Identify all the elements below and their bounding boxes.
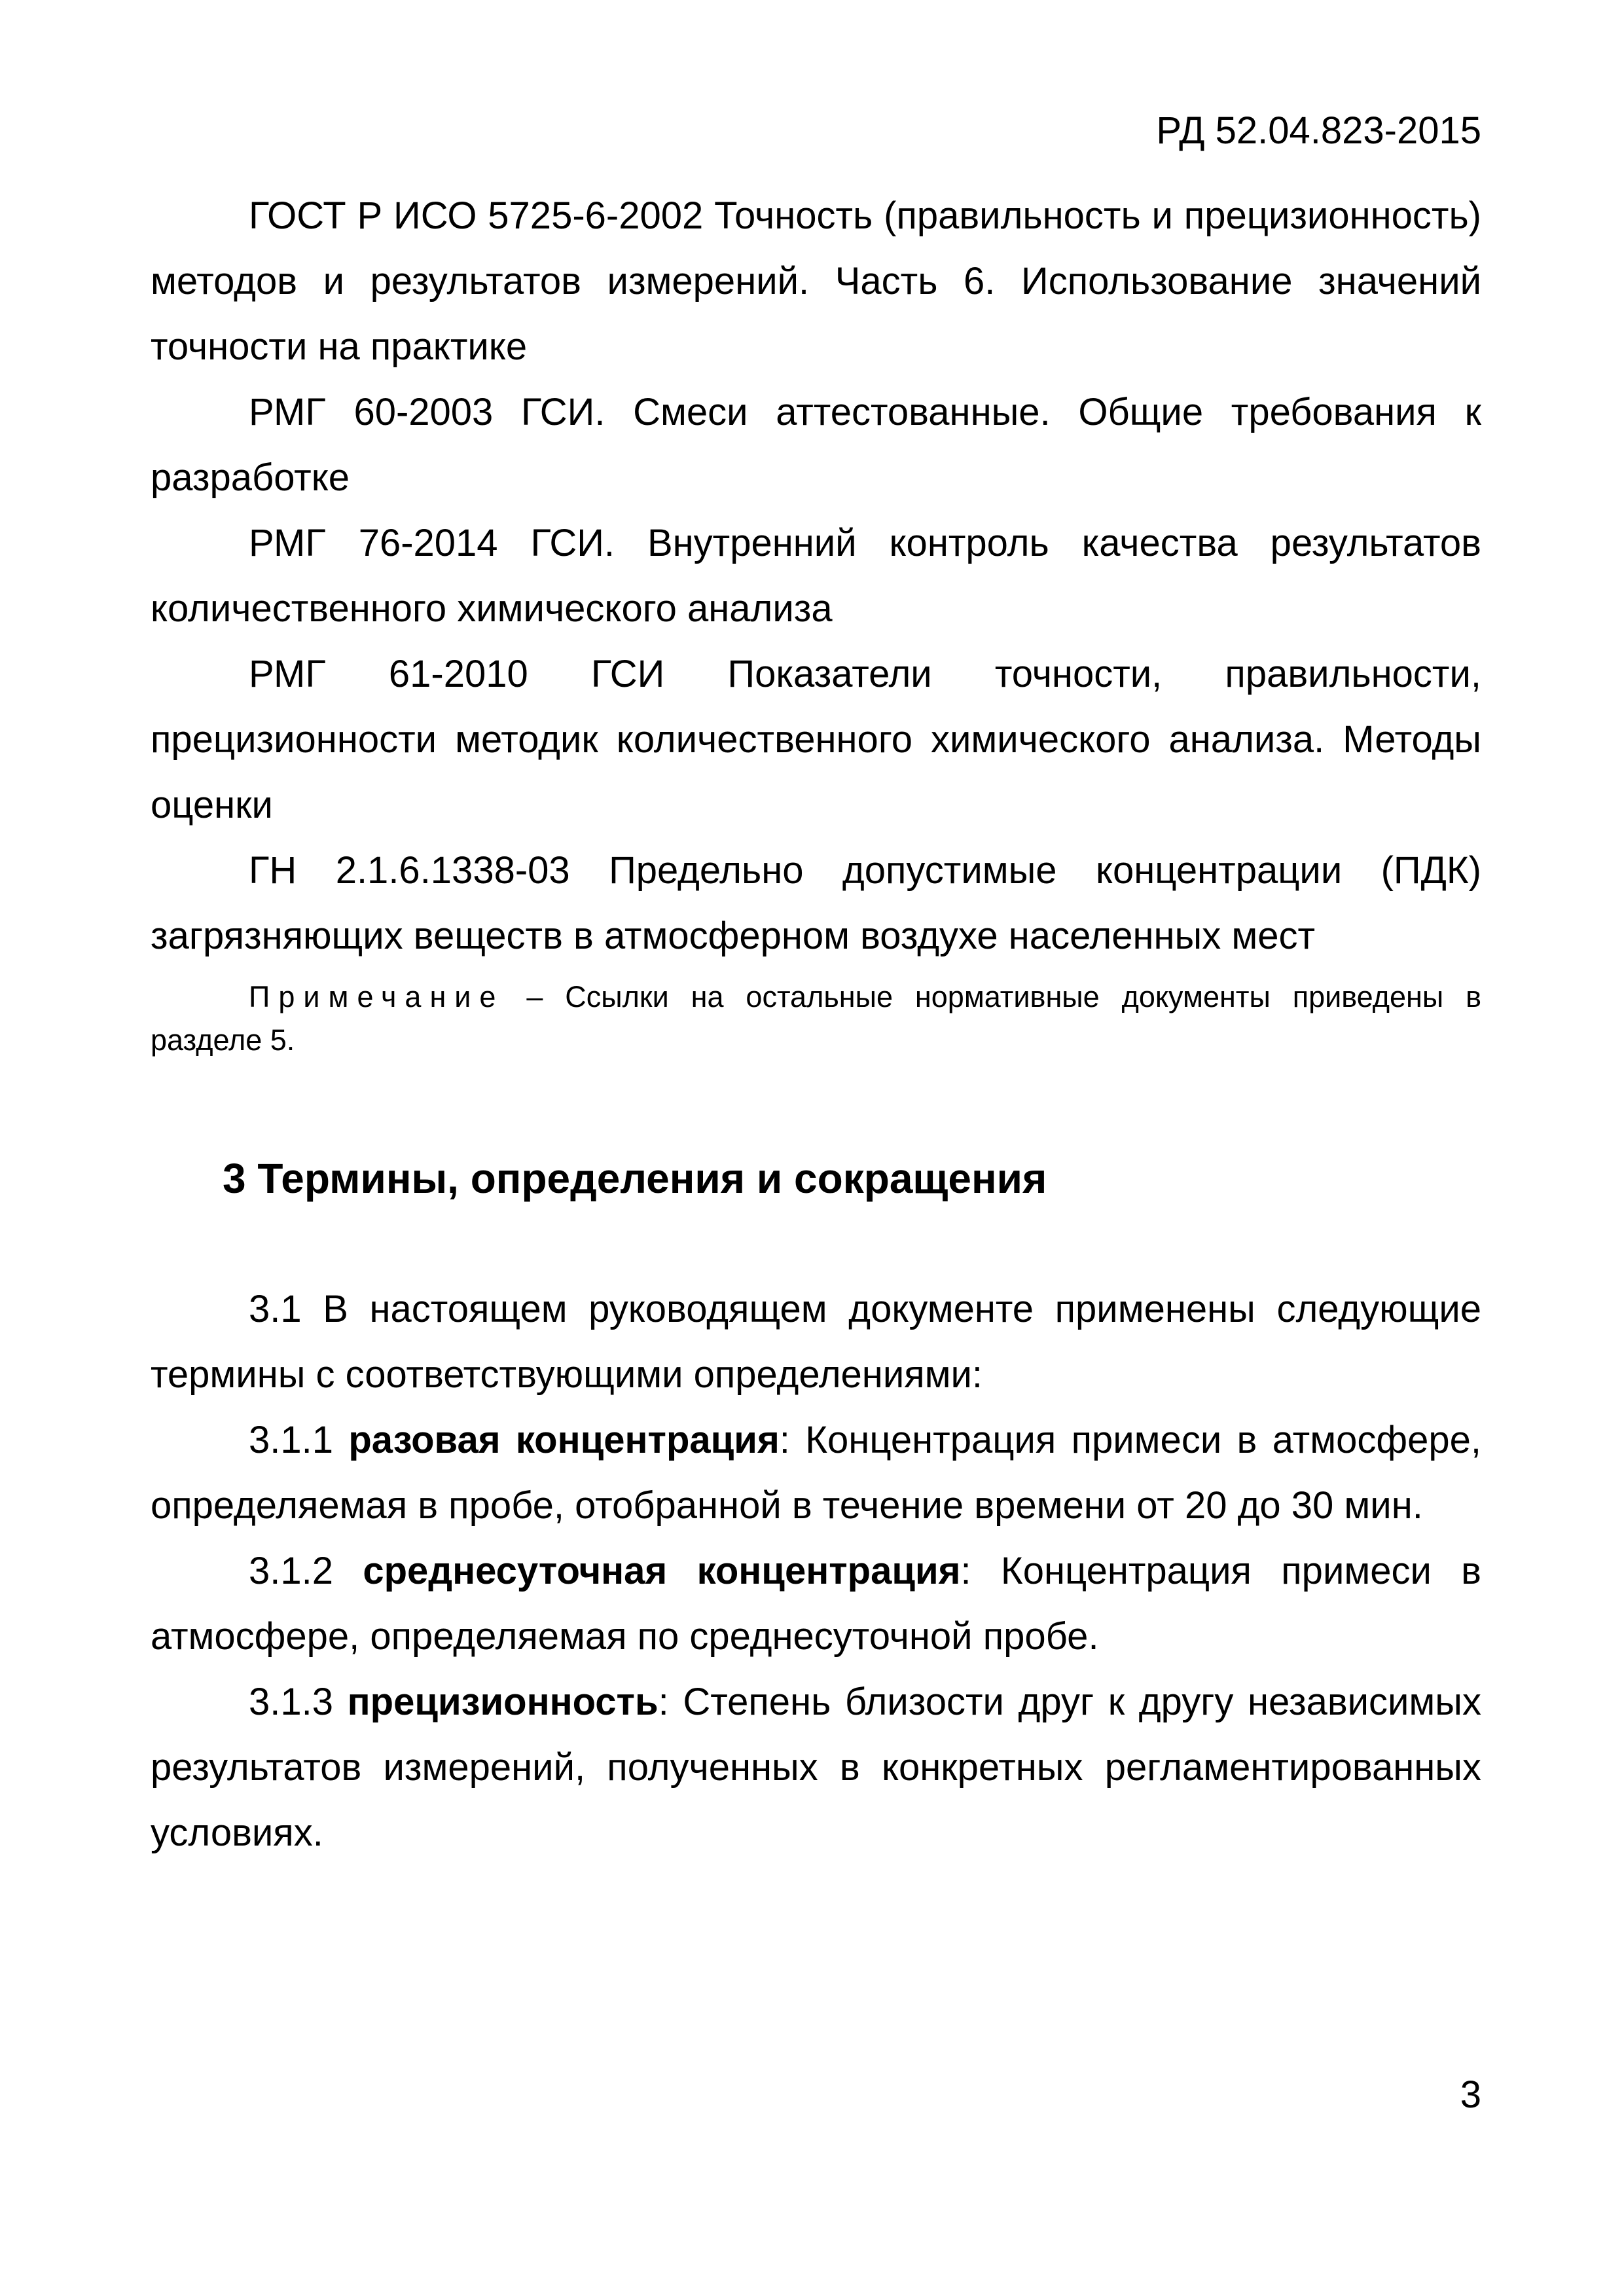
note-label: Примечание bbox=[249, 980, 505, 1013]
term-name: прецизионность bbox=[347, 1681, 659, 1723]
section-title: 3 Термины, определения и сокращения bbox=[223, 1155, 1047, 1202]
term-name: разовая концентрация bbox=[348, 1419, 780, 1461]
reference-text: ГСИ Показатели точности, правильности, прецизионности методик количественного химического анализа. Методы оценки bbox=[151, 653, 1481, 826]
term-definition: : Концентрация примеси в атмосфере, определяемая по среднесуточной пробе. bbox=[151, 1550, 1481, 1658]
reference-text: ГСИ. Смеси аттестованные. Общие требования к разработке bbox=[151, 391, 1481, 499]
reference-item bbox=[151, 511, 1481, 642]
terms-intro: 3.1 В настоящем руководящем документе применены следующие термины с соответствующими определениями: bbox=[151, 1288, 1481, 1396]
page-body bbox=[151, 183, 1481, 1866]
note-text: – Ссылки на остальные нормативные документы приведены в разделе 5. bbox=[151, 980, 1481, 1057]
term-number: 3.1.3 bbox=[249, 1681, 333, 1723]
reference-item bbox=[151, 642, 1481, 838]
reference-item bbox=[151, 380, 1481, 511]
term-entry bbox=[151, 1408, 1481, 1539]
reference-code: РМГ 61-2010 bbox=[249, 653, 528, 695]
term-definition: : Концентрация примеси в атмосфере, определяемая в пробе, отобранной в течение времени от 20 до 30 мин. bbox=[151, 1419, 1481, 1527]
term-number: 3.1.2 bbox=[249, 1550, 333, 1592]
reference-text: ГСИ. Внутренний контроль качества результатов количественного химического анализа bbox=[151, 522, 1481, 630]
reference-item bbox=[151, 183, 1481, 380]
note bbox=[151, 975, 1481, 1062]
reference-item bbox=[151, 838, 1481, 969]
term-entry bbox=[151, 1539, 1481, 1669]
document-code: РД 52.04.823-2015 bbox=[1156, 109, 1481, 152]
reference-text: Предельно допустимые концентрации (ПДК) загрязняющих веществ в атмосферном воздухе населенных мест bbox=[151, 849, 1481, 957]
term-entry bbox=[151, 1669, 1481, 1866]
reference-text: Точность (правильность и прецизионность) методов и результатов измерений. Часть 6. Использование значений точности на практике bbox=[151, 194, 1481, 368]
reference-code: РМГ 76-2014 bbox=[249, 522, 498, 564]
reference-code: ГН 2.1.6.1338-03 bbox=[249, 849, 570, 892]
term-name: среднесуточная концентрация bbox=[363, 1550, 961, 1592]
reference-code: ГОСТ Р ИСО 5725-6-2002 bbox=[249, 194, 704, 237]
term-definition: : Степень близости друг к другу независимых результатов измерений, полученных в конкретных регламентированных условиях. bbox=[151, 1681, 1481, 1854]
term-number: 3.1.1 bbox=[249, 1419, 333, 1461]
reference-code: РМГ 60-2003 bbox=[249, 391, 494, 433]
page-number: 3 bbox=[1460, 2073, 1481, 2116]
